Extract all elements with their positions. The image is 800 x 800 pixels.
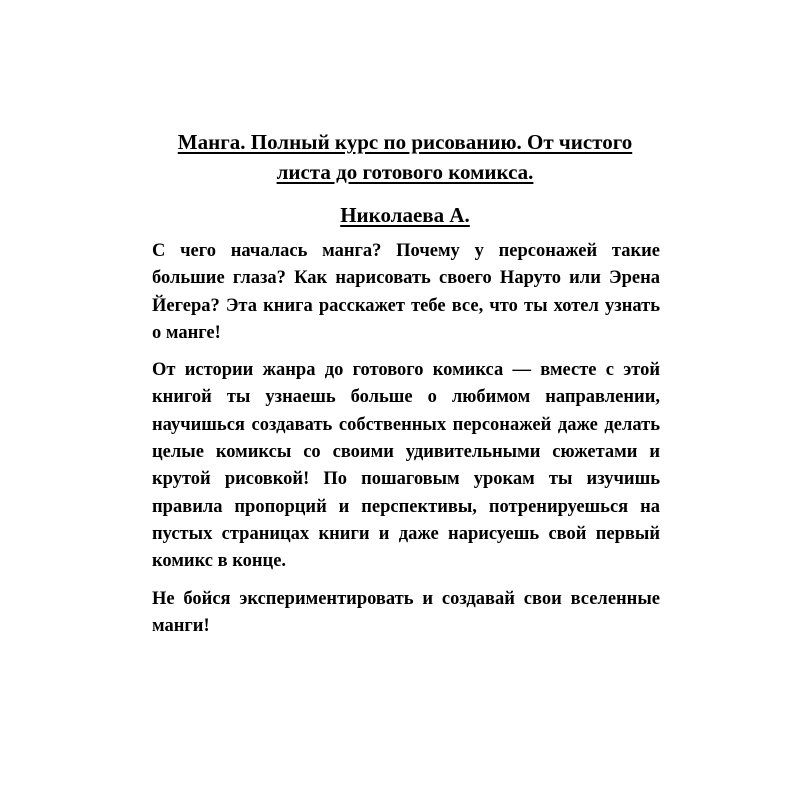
paragraph-3: Не бойся экспериментировать и создавай свои вселенные манги! <box>152 588 660 636</box>
paragraph-1: С чего началась манга? Почему у персонажей такие большие глаза? Как нарисовать своего Наруто или Эрена Йегера? Эта книга расскажет тебе все, что ты хотел узнать о манге! <box>152 241 660 343</box>
document-body <box>152 238 660 650</box>
document-title: Манга. Полный курс по рисованию. От чистого листа до готового комикса. <box>177 130 633 184</box>
document-author: Николаева А. <box>340 203 470 227</box>
paragraph-2: От истории жанра до готового комикса — вместе с этой книгой ты узнаешь больше о любимом направлении, научишься создавать собственных персонажей даже делать целые комиксы со своими удивительными сюжетами и крутой рисовкой! По пошаговым урокам ты изучишь правила пропорций и перспективы, потренируешься на пустых страницах книги и даже нарисуешь свой первый комикс в конце. <box>152 360 660 572</box>
